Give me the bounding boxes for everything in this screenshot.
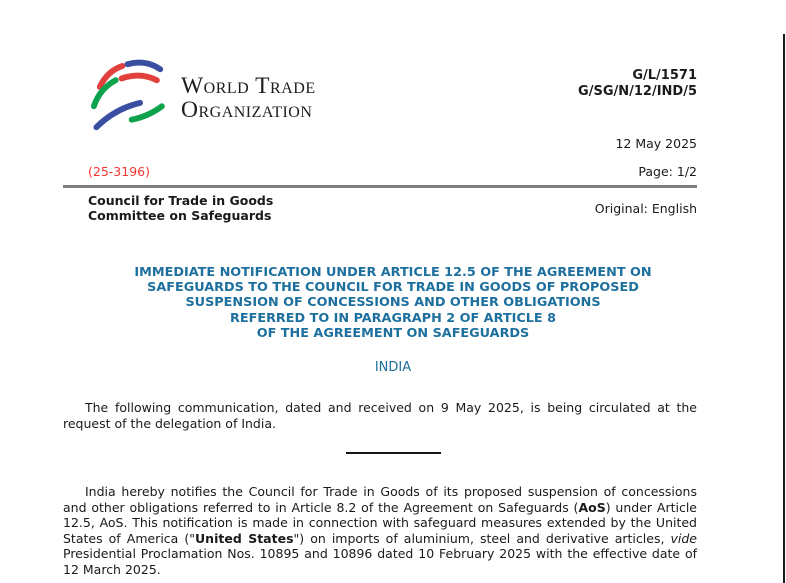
title-line1: IMMEDIATE NOTIFICATION UNDER ARTICLE 12.5 OF THE AGREEMENT ON <box>134 265 652 280</box>
document-title <box>76 265 710 341</box>
page-edge-border <box>783 34 785 583</box>
org-name <box>181 74 316 122</box>
section-separator <box>346 452 441 454</box>
header-rule <box>63 185 697 188</box>
original-language: Original: English <box>594 200 697 216</box>
info-row <box>63 193 697 223</box>
wto-logo <box>88 58 316 136</box>
title-line5: OF THE AGREEMENT ON SAFEGUARDS <box>256 325 530 341</box>
wto-globe-icon <box>88 58 172 136</box>
page-indicator: Page: 1/2 <box>638 164 697 179</box>
intro-paragraph: The following communication, dated and received on 9 May 2025, is being circulated at the request of the delegation of India. <box>63 400 697 431</box>
ref-row <box>63 164 697 179</box>
title-line4: REFERRED TO IN PARAGRAPH 2 OF ARTICLE 8 <box>229 310 557 326</box>
main-paragraph: India hereby notifies the Council for Trade in Goods of its proposed suspension of concessions and other obligations referred to in Article 8.2 of the Agreement on Safeguards (AoS) under Article 12.5, AoS. This notification is made in connection with safeguard measures extended by the United States of America ("United States") on imports of aluminium, steel and derivative articles, vide Presidential Proclamation Nos. 10895 and 10896 dated 10 February 2025 with the effective date of 12 March 2025. <box>63 484 697 577</box>
document-symbol-2: G/SG/N/12/IND/5 <box>578 83 697 99</box>
ref-number: (25-3196) <box>88 164 150 179</box>
country-name: INDIA <box>374 360 412 376</box>
org-name-line1: World Trade <box>181 73 316 99</box>
org-name-line2: Organization <box>181 97 313 123</box>
committees <box>88 193 273 223</box>
committee-line2: Committee on Safeguards <box>88 208 272 223</box>
title-line3: SUSPENSION OF CONCESSIONS AND OTHER OBLIGATIONS <box>185 295 601 311</box>
document-symbols <box>578 58 697 99</box>
document-symbol-1: G/L/1571 <box>632 68 697 83</box>
document-header <box>63 58 697 136</box>
committee-line1: Council for Trade in Goods <box>88 193 274 208</box>
document-date: 12 May 2025 <box>615 136 697 151</box>
title-line2: SAFEGUARDS TO THE COUNCIL FOR TRADE IN GOODS OF PROPOSED <box>147 280 639 296</box>
